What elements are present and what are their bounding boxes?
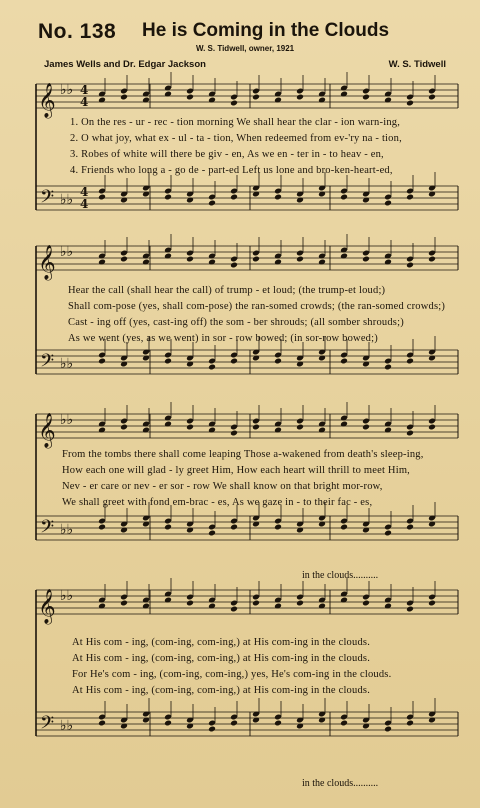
treble-note: [186, 424, 194, 431]
hymn-number: No. 138: [38, 20, 117, 43]
treble-clef-icon: 𝄞: [38, 413, 56, 448]
lyric-line: Cast - ing off (yes, cast-ing off) the som - ber shrouds; (all somber shrouds;): [68, 317, 404, 328]
treble-note: [230, 606, 238, 613]
lyric-line: We shall greet with fond em-brac - es, As we gaze in - to their fac - es,: [62, 497, 373, 508]
bass-clef-icon: 𝄢: [40, 713, 55, 738]
alto-echo-text: in the clouds..........: [302, 570, 379, 581]
key-signature-flat: ♭♭: [60, 356, 74, 372]
treble-note: [186, 600, 194, 607]
treble-note: [230, 430, 238, 437]
treble-note: [428, 256, 436, 263]
treble-note: [406, 262, 414, 269]
key-signature-flat: ♭♭: [60, 588, 74, 604]
bass-note: [208, 200, 216, 207]
bass-note: [384, 200, 392, 207]
bass-note: [406, 358, 414, 365]
time-signature: 4: [80, 95, 89, 109]
bass-note: [406, 524, 414, 531]
bass-note: [384, 364, 392, 371]
treble-note: [186, 256, 194, 263]
bass-clef-icon: 𝄢: [40, 517, 55, 542]
bass-note: [274, 720, 282, 727]
bass-note: [340, 358, 348, 365]
treble-note: [186, 94, 194, 101]
lyric-line: 4. Friends who long a - go de - part-ed Left us lone and bro-ken-heart-ed,: [70, 165, 393, 176]
bass-clef-icon: 𝄢: [40, 351, 55, 376]
bass-note: [340, 720, 348, 727]
bass-echo-text: in the clouds..........: [302, 778, 379, 789]
lyric-line: Shall com-pose (yes, shall com-pose) the ran-somed crowds; (the ran-somed crowds;): [68, 301, 446, 312]
bass-note: [384, 530, 392, 537]
treble-note: [120, 600, 128, 607]
copyright-notice: W. S. Tidwell, owner, 1921: [196, 44, 295, 53]
treble-note: [428, 600, 436, 607]
bass-note: [230, 524, 238, 531]
bass-note: [164, 524, 172, 531]
treble-note: [428, 424, 436, 431]
lyric-line: At His com - ing, (com-ing, com-ing,) at His com-ing in the clouds.: [72, 637, 371, 648]
treble-note: [362, 256, 370, 263]
key-signature-flat: ♭♭: [60, 412, 74, 428]
treble-note: [428, 94, 436, 101]
bass-note: [340, 194, 348, 201]
bass-note: [340, 524, 348, 531]
lyric-line: Nev - er care or nev - er sor - row We shall know on that bright mor-row,: [62, 481, 383, 492]
bass-note: [406, 720, 414, 727]
treble-note: [296, 256, 304, 263]
treble-note: [252, 94, 260, 101]
bass-note: [98, 524, 106, 531]
treble-clef-icon: 𝄞: [38, 245, 56, 280]
treble-clef-icon: 𝄞: [38, 589, 56, 624]
treble-note: [120, 424, 128, 431]
treble-note: [252, 424, 260, 431]
bass-note: [98, 358, 106, 365]
time-signature: 4: [80, 197, 89, 211]
bass-note: [98, 194, 106, 201]
lyric-line: For He's com - ing, (com-ing, com-ing,) yes, He's com-ing in the clouds.: [72, 669, 392, 680]
bass-note: [208, 726, 216, 733]
bass-note: [208, 364, 216, 371]
lyric-line: 2. O what joy, what ex - ul - ta - tion, When redeemed from ev-'ry na - tion,: [70, 133, 402, 144]
lyric-line: At His com - ing, (com-ing, com-ing,) at His com-ing in the clouds.: [72, 685, 371, 696]
treble-note: [406, 100, 414, 107]
composer-credit: W. S. Tidwell: [388, 59, 446, 70]
bass-note: [164, 358, 172, 365]
treble-note: [120, 256, 128, 263]
bass-note: [274, 194, 282, 201]
bass-note: [208, 530, 216, 537]
treble-note: [296, 600, 304, 607]
treble-note: [120, 94, 128, 101]
lyric-line: Hear the call (shall hear the call) of trump - et loud; (the trump-et loud;): [68, 285, 386, 296]
treble-note: [230, 100, 238, 107]
lyric-line: 3. Robes of white will there be giv - en, As we en - ter in - to heav - en,: [70, 149, 384, 160]
bass-note: [164, 720, 172, 727]
lyricist-credit: James Wells and Dr. Edgar Jackson: [44, 59, 206, 70]
lyric-line: How each one will glad - ly greet Him, How each heart will thrill to meet Him,: [62, 465, 411, 476]
time-signature: 4: [80, 185, 89, 199]
treble-note: [406, 430, 414, 437]
treble-note: [296, 94, 304, 101]
bass-note: [274, 524, 282, 531]
key-signature-flat: ♭♭: [60, 244, 74, 260]
bass-note: [230, 720, 238, 727]
lyric-line: 1. On the res - ur - rec - tion morning We shall hear the clar - ion warn-ing,: [70, 117, 401, 128]
lyric-line: At His com - ing, (com-ing, com-ing,) at His com-ing in the clouds.: [72, 653, 371, 664]
bass-clef-icon: 𝄢: [40, 187, 55, 212]
treble-clef-icon: 𝄞: [38, 83, 56, 118]
key-signature-flat: ♭♭: [60, 522, 74, 538]
lyric-line: From the tombs there shall come leaping Those a-wakened from death's sleep-ing,: [62, 449, 424, 460]
treble-note: [252, 600, 260, 607]
key-signature-flat: ♭♭: [60, 82, 74, 98]
treble-note: [362, 94, 370, 101]
treble-note: [362, 600, 370, 607]
bass-note: [274, 358, 282, 365]
lyric-line: As we went (yes, as we went) in sor - row bowed; (in sor-row bowed;): [68, 333, 378, 344]
bass-note: [230, 358, 238, 365]
bass-note: [230, 194, 238, 201]
bass-note: [98, 720, 106, 727]
key-signature-flat: ♭♭: [60, 718, 74, 734]
bass-note: [406, 194, 414, 201]
bass-note: [164, 194, 172, 201]
treble-note: [252, 256, 260, 263]
key-signature-flat: ♭♭: [60, 192, 74, 208]
treble-note: [296, 424, 304, 431]
time-signature: 4: [80, 83, 89, 97]
treble-note: [406, 606, 414, 613]
treble-note: [362, 424, 370, 431]
treble-note: [230, 262, 238, 269]
hymn-title: He is Coming in the Clouds: [142, 20, 390, 41]
bass-note: [384, 726, 392, 733]
